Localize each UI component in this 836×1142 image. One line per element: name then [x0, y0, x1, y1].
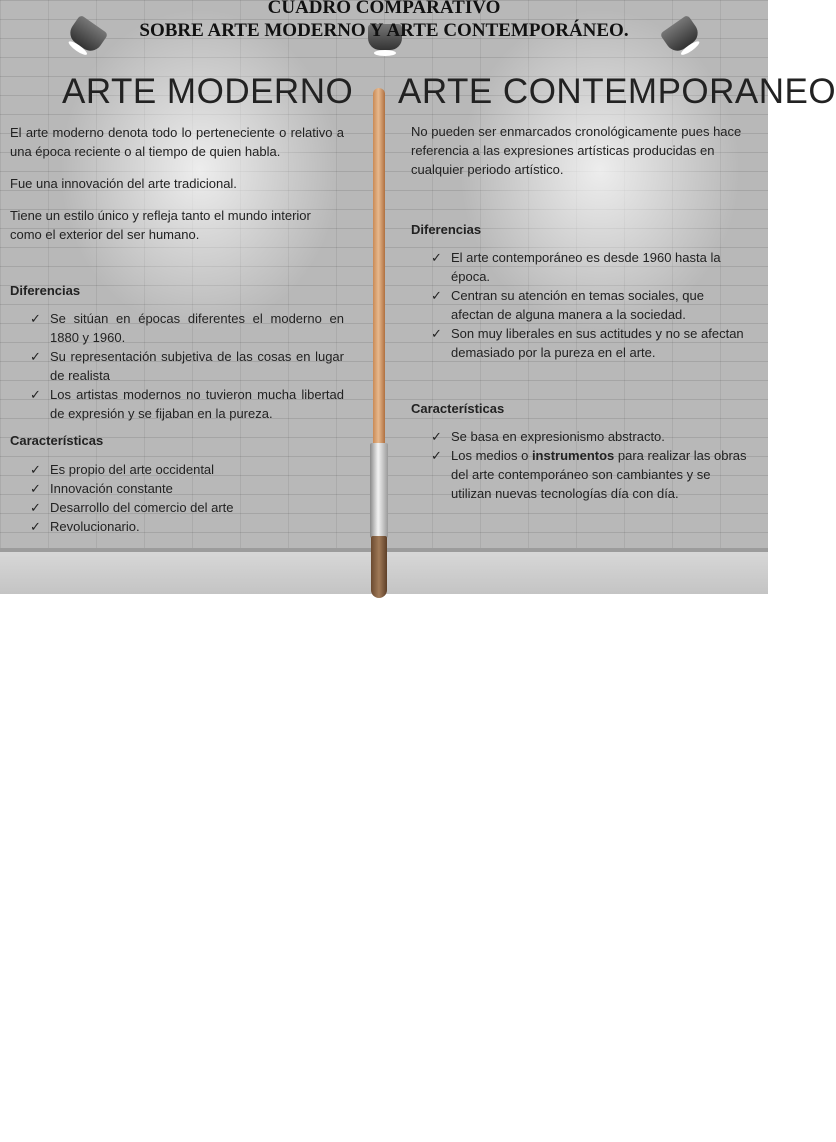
- list-item: [10, 309, 344, 347]
- list-item-text: Los medios o: [451, 448, 532, 463]
- check-icon: ✓: [431, 429, 442, 444]
- check-icon: ✓: [30, 481, 41, 496]
- check-icon: ✓: [30, 500, 41, 515]
- heading-arte-contemporaneo: ARTE CONTEMPORANEO: [398, 72, 836, 111]
- list-item-text: Son muy liberales en sus actitudes y no se afectan demasiado por la pureza en el arte.: [451, 326, 744, 360]
- brush-bristles: [371, 536, 387, 598]
- list-item-text: Su representación subjetiva de las cosas en lugar de realista: [50, 349, 344, 383]
- right-caracteristicas-list: [411, 427, 747, 503]
- check-icon: ✓: [431, 448, 442, 463]
- check-icon: ✓: [431, 326, 442, 341]
- paintbrush-icon: [368, 88, 390, 598]
- list-item: [411, 248, 747, 286]
- right-diferencias-title: Diferencias: [411, 222, 482, 237]
- left-diferencias-list: [10, 309, 344, 423]
- list-item-text: Revolucionario.: [50, 519, 140, 534]
- list-item: [411, 427, 747, 446]
- check-icon: ✓: [30, 387, 41, 402]
- list-item: [10, 498, 344, 517]
- right-diferencias-list: [411, 248, 747, 362]
- left-caracteristicas-list: [10, 460, 344, 536]
- right-column: [411, 122, 747, 503]
- left-diferencias-title: Diferencias: [10, 283, 81, 298]
- list-item: [10, 347, 344, 385]
- list-item: [411, 446, 747, 503]
- right-paragraph: No pueden ser enmarcados cronológicamente pues hace referencia a las expresiones artísticas producidas en cualquier periodo artístico.: [411, 124, 742, 177]
- title-line-1: CUADRO COMPARATIVO: [267, 0, 501, 18]
- brush-ferrule: [370, 443, 388, 538]
- list-item: [10, 460, 344, 479]
- list-item-text: Se sitúan en épocas diferentes el moderno en 1880 y 1960.: [50, 311, 344, 345]
- check-icon: ✓: [30, 462, 41, 477]
- check-icon: ✓: [30, 519, 41, 534]
- title-line-2: SOBRE ARTE MODERNO Y ARTE CONTEMPORÁNEO.: [139, 20, 629, 41]
- left-paragraph: El arte moderno denota todo lo perteneciente o relativo a una época reciente o al tiempo de quien habla.: [10, 125, 344, 159]
- list-item: [10, 385, 344, 423]
- list-item-text: Se basa en expresionismo abstracto.: [451, 429, 665, 444]
- list-item: [10, 517, 344, 536]
- list-item: [411, 286, 747, 324]
- bold-text: instrumentos: [531, 448, 615, 463]
- list-item-text: Los artistas modernos no tuvieron mucha libertad de expresión y se fijaban en la pureza.: [50, 387, 344, 421]
- left-caracteristicas-title: Características: [10, 433, 104, 448]
- left-paragraph: Fue una innovación del arte tradicional.: [10, 176, 237, 191]
- list-item-text: Es propio del arte occidental: [50, 462, 215, 477]
- check-icon: ✓: [431, 250, 442, 265]
- list-item-text: para realizar las obras del arte contemporáneo son cambiantes y se utilizan nuevas tecnologías día con día.: [451, 448, 747, 501]
- list-item: [411, 324, 747, 362]
- left-column: [10, 123, 344, 536]
- list-item-text: Innovación constante: [50, 481, 173, 496]
- light-beam: [28, 1108, 222, 1142]
- check-icon: ✓: [30, 349, 41, 364]
- list-item-text: Centran su atención en temas sociales, que afectan de alguna manera a la sociedad.: [451, 288, 704, 322]
- left-paragraph: Tiene un estilo único y refleja tanto el mundo interior como el exterior del ser humano.: [10, 208, 311, 242]
- list-item-text: Desarrollo del comercio del arte: [50, 500, 234, 515]
- list-item-text: El arte contemporáneo es desde 1960 hasta la época.: [451, 250, 721, 284]
- heading-arte-moderno: ARTE MODERNO: [62, 72, 354, 111]
- brush-handle: [373, 88, 385, 448]
- check-icon: ✓: [30, 311, 41, 326]
- check-icon: ✓: [431, 288, 442, 303]
- list-item: [10, 479, 344, 498]
- right-caracteristicas-title: Características: [411, 401, 505, 416]
